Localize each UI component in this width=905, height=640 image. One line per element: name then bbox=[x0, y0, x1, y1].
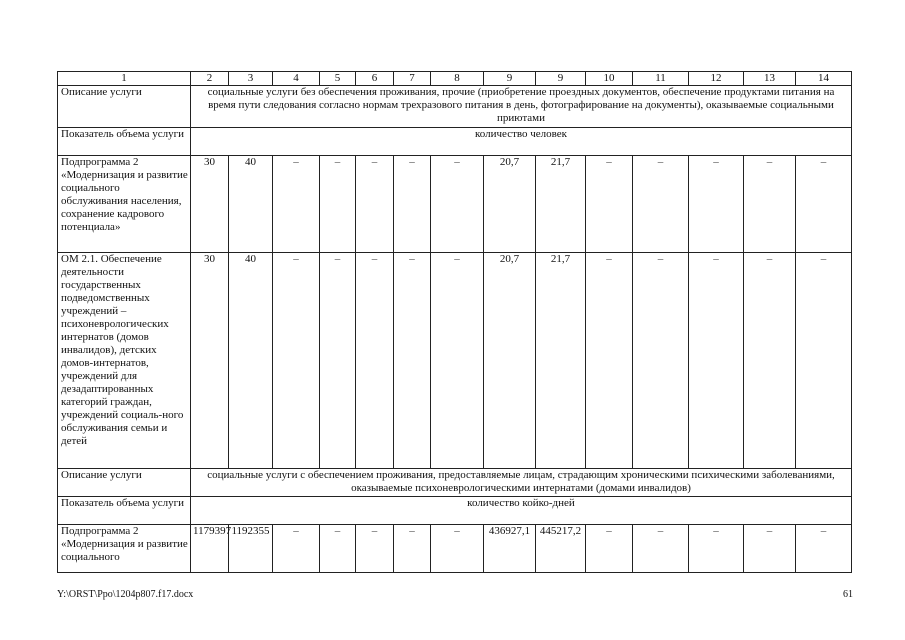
value-cell: 445217,2 bbox=[536, 525, 586, 573]
column-number-cell: 2 bbox=[191, 72, 229, 86]
value-cell: – bbox=[320, 156, 356, 253]
value-cell: – bbox=[689, 525, 744, 573]
value-cell: – bbox=[796, 253, 852, 469]
value-cell: – bbox=[394, 156, 431, 253]
row-description: социальные услуги без обеспечения проживания, прочие (приобретение проездных документов, обеспечение продуктами питания на время пути следования согласно нормам трехразового питания в день, фотографирование на документы), оказываемые социальными приютами bbox=[191, 86, 852, 128]
value-cell: – bbox=[356, 525, 394, 573]
value-cell: 21,7 bbox=[536, 253, 586, 469]
value-cell: – bbox=[394, 253, 431, 469]
column-number-row bbox=[58, 72, 852, 86]
value-cell: – bbox=[586, 156, 633, 253]
row-description: социальные услуги с обеспечением проживания, предоставляемые лицам, страдающим хроническими психическими заболеваниями, оказываемые психоневрологическими интернатами (домами инвалидов) bbox=[191, 469, 852, 497]
column-number-cell: 13 bbox=[744, 72, 796, 86]
value-cell: – bbox=[586, 253, 633, 469]
value-cell: – bbox=[689, 156, 744, 253]
value-cell: – bbox=[689, 253, 744, 469]
column-number-cell: 8 bbox=[431, 72, 484, 86]
value-cell: 30 bbox=[191, 253, 229, 469]
column-number-cell: 5 bbox=[320, 72, 356, 86]
value-cell: – bbox=[796, 525, 852, 573]
footer-file-path: Y:\ORST\Ppo\1204p807.f17.docx bbox=[57, 589, 194, 600]
row-description: количество койко-дней bbox=[191, 497, 852, 525]
value-cell: – bbox=[633, 253, 689, 469]
row-label: Подпрограмма 2 «Модернизация и развитие социального bbox=[58, 525, 191, 573]
column-number-cell: 9 bbox=[484, 72, 536, 86]
value-cell: – bbox=[633, 156, 689, 253]
value-cell: – bbox=[394, 525, 431, 573]
data-row bbox=[58, 253, 852, 469]
value-cell: 40 bbox=[229, 156, 273, 253]
value-cell: – bbox=[356, 253, 394, 469]
column-number-cell: 3 bbox=[229, 72, 273, 86]
value-cell: – bbox=[796, 156, 852, 253]
column-number-cell: 4 bbox=[273, 72, 320, 86]
value-cell: – bbox=[744, 156, 796, 253]
value-cell: – bbox=[320, 525, 356, 573]
column-number-cell: 12 bbox=[689, 72, 744, 86]
row-description: количество человек bbox=[191, 128, 852, 156]
description-row bbox=[58, 497, 852, 525]
description-row bbox=[58, 469, 852, 497]
value-cell: 436927,1 bbox=[484, 525, 536, 573]
value-cell: – bbox=[744, 525, 796, 573]
value-cell: – bbox=[273, 525, 320, 573]
value-cell: – bbox=[744, 253, 796, 469]
value-cell: 20,7 bbox=[484, 156, 536, 253]
value-cell: 40 bbox=[229, 253, 273, 469]
page-number: 61 bbox=[843, 589, 853, 600]
data-row bbox=[58, 156, 852, 253]
value-cell: – bbox=[431, 156, 484, 253]
column-number-cell: 7 bbox=[394, 72, 431, 86]
value-cell: – bbox=[431, 525, 484, 573]
value-cell: – bbox=[586, 525, 633, 573]
data-row bbox=[58, 525, 852, 573]
column-number-cell: 14 bbox=[796, 72, 852, 86]
column-number-cell: 11 bbox=[633, 72, 689, 86]
column-number-cell: 10 bbox=[586, 72, 633, 86]
row-label: ОМ 2.1. Обеспечение деятельности государственных подведомственных учреждений – психоневрологических интернатов (домов инвалидов), детских домов-интернатов, учреждений для дезадаптированных категорий граждан, учреждений социаль-ного обслуживания семьи и детей bbox=[58, 253, 191, 469]
row-label: Показатель объема услуги bbox=[58, 497, 191, 525]
row-label: Описание услуги bbox=[58, 469, 191, 497]
column-number-cell: 9 bbox=[536, 72, 586, 86]
value-cell: 1192355 bbox=[229, 525, 273, 573]
value-cell: – bbox=[273, 156, 320, 253]
value-cell: – bbox=[633, 525, 689, 573]
row-label: Показатель объема услуги bbox=[58, 128, 191, 156]
value-cell: – bbox=[356, 156, 394, 253]
row-label: Подпрограмма 2 «Модернизация и развитие социального обслуживания населения, сохранение кадрового потенциала» bbox=[58, 156, 191, 253]
description-row bbox=[58, 86, 852, 128]
description-row bbox=[58, 128, 852, 156]
value-cell: – bbox=[320, 253, 356, 469]
column-number-cell: 6 bbox=[356, 72, 394, 86]
row-label: Описание услуги bbox=[58, 86, 191, 128]
value-cell: – bbox=[273, 253, 320, 469]
value-cell: 1179397 bbox=[191, 525, 229, 573]
value-cell: 20,7 bbox=[484, 253, 536, 469]
column-number-cell: 1 bbox=[58, 72, 191, 86]
value-cell: 30 bbox=[191, 156, 229, 253]
value-cell: – bbox=[431, 253, 484, 469]
value-cell: 21,7 bbox=[536, 156, 586, 253]
services-table bbox=[57, 71, 852, 573]
